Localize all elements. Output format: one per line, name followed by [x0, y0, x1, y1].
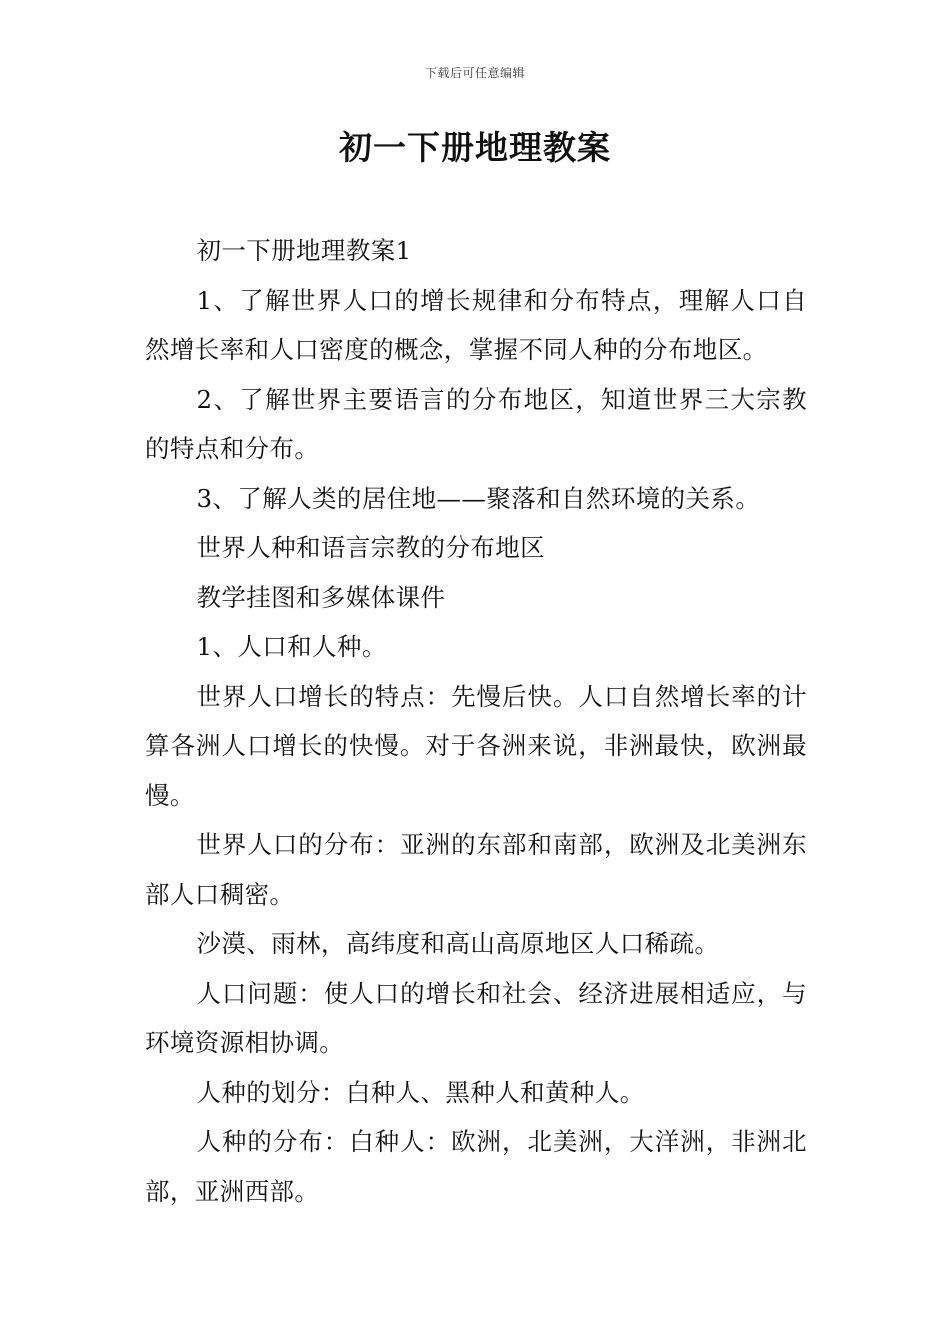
- paragraph-distribution-dense: 世界人口的分布：亚洲的东部和南部，欧洲及北美洲东部人口稠密。: [145, 830, 807, 909]
- paragraph-materials: 教学挂图和多媒体课件: [196, 582, 446, 612]
- header-note: 下载后可任意编辑: [424, 66, 525, 80]
- page-title: 初一下册地理教案: [339, 128, 611, 167]
- paragraph-key-point: 世界人种和语言宗教的分布地区: [196, 533, 546, 562]
- paragraph-race-division: 人种的划分：白种人、黑种人和黄种人。: [196, 1077, 645, 1107]
- paragraph-population-issue: 人口问题：使人口的增长和社会、经济进展相适应，与环境资源相协调。: [145, 978, 807, 1057]
- paragraph-section-heading: 1、人口和人种。: [196, 632, 387, 661]
- paragraph-objective-2: 2、了解世界主要语言的分布地区，知道世界三大宗教的特点和分布。: [145, 384, 807, 463]
- paragraph-race-distribution: 人种的分布：白种人：欧洲，北美洲，大洋洲，非洲北部，亚洲西部。: [145, 1127, 807, 1206]
- paragraph-objective-3: 3、了解人类的居住地——聚落和自然环境的关系。: [196, 483, 761, 513]
- paragraph-subtitle: 初一下册地理教案1: [196, 236, 412, 265]
- document-body: [145, 226, 807, 1216]
- paragraph-objective-1: 1、了解世界人口的增长规律和分布特点，理解人口自然增长率和人口密度的概念，掌握不同人种的分布地区。: [145, 285, 807, 364]
- paragraph-distribution-sparse: 沙漠、雨林，高纬度和高山高原地区人口稀疏。: [196, 929, 720, 958]
- paragraph-growth: 世界人口增长的特点：先慢后快。人口自然增长率的计算各洲人口增长的快慢。对于各洲来说，非洲最快，欧洲最慢。: [145, 681, 807, 810]
